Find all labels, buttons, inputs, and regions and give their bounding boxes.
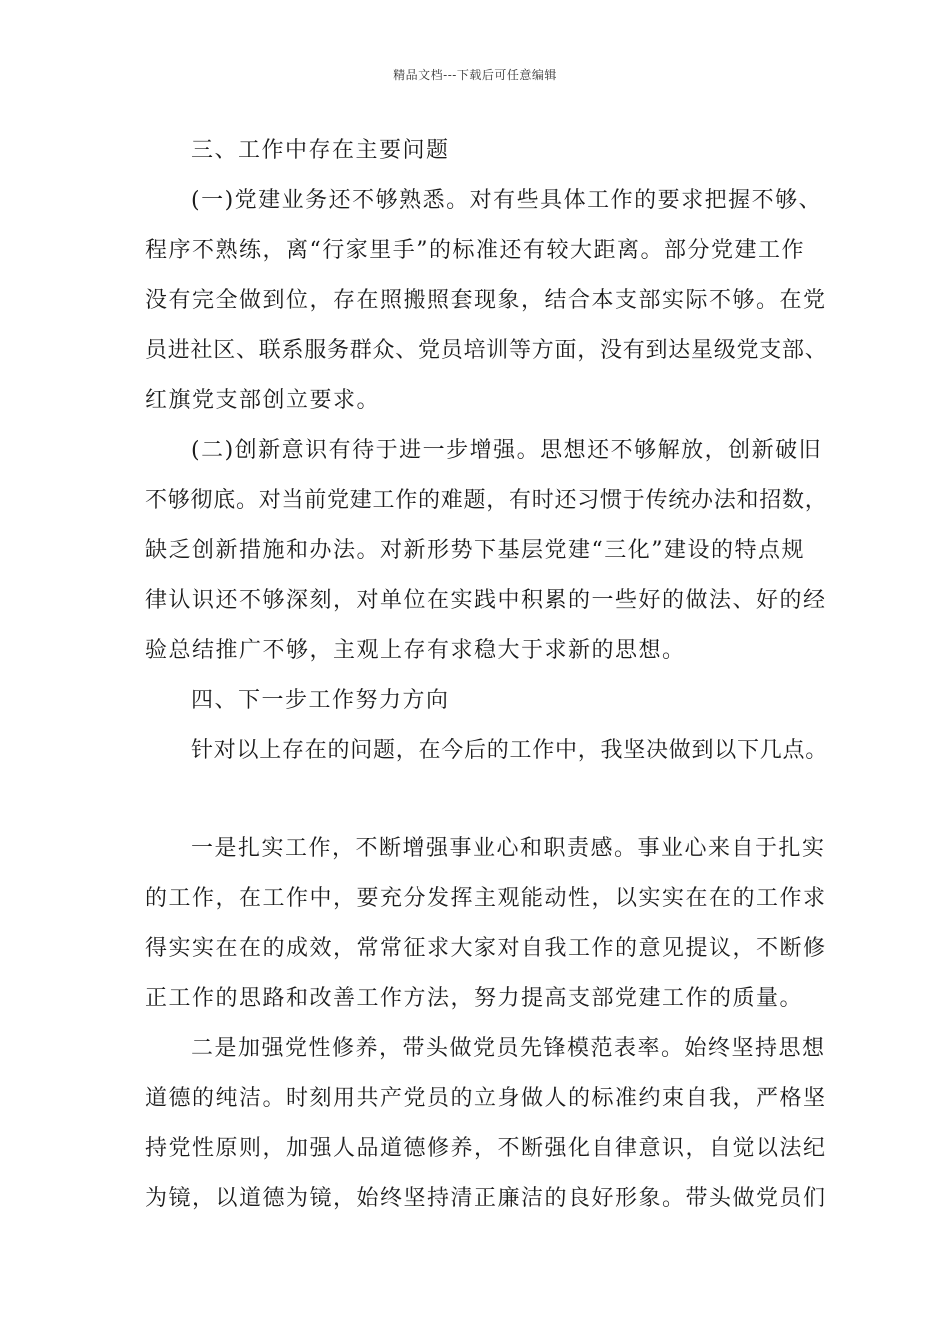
page-header: 精品文档---下载后可任意编辑 — [393, 68, 557, 82]
paragraph-line: 律认识还不够深刻，对单位在实践中积累的一些好的做法、好的经 — [145, 588, 827, 613]
paragraph-line: 二是加强党性修养，带头做党员先锋模范表率。始终坚持思想 — [191, 1036, 826, 1061]
paragraph-line: (二)创新意识有待于进一步增强。思想还不够解放，创新破旧 — [191, 438, 823, 463]
paragraph-line: (一)党建业务还不够熟悉。对有些具体工作的要求把握不够、 — [191, 188, 823, 213]
paragraph-line: 不够彻底。对当前党建工作的难题，有时还习惯于传统办法和招数， — [145, 488, 828, 513]
paragraph-line: 没有完全做到位，存在照搬照套现象，结合本支部实际不够。在党 — [145, 288, 827, 313]
paragraph-line: 缺乏创新措施和办法。对新形势下基层党建“三化”建设的特点规 — [145, 538, 805, 563]
paragraph-line: 员进社区、联系服务群众、党员培训等方面，没有到达星级党支部、 — [145, 338, 828, 363]
section-heading-4: 四、下一步工作努力方向 — [191, 688, 450, 713]
paragraph-line: 一是扎实工作，不断增强事业心和职责感。事业心来自于扎实 — [191, 836, 826, 861]
paragraph-line: 为镜，以道德为镜，始终坚持清正廉洁的良好形象。带头做党员们 — [145, 1186, 827, 1211]
paragraph-line: 验总结推广不够，主观上存有求稳大于求新的思想。 — [145, 638, 686, 663]
section-heading-3: 三、工作中存在主要问题 — [191, 138, 450, 163]
paragraph-line: 的工作，在工作中，要充分发挥主观能动性，以实实在在的工作求 — [145, 886, 827, 911]
paragraph-line: 针对以上存在的问题，在今后的工作中，我坚决做到以下几点。 — [191, 738, 829, 763]
paragraph-line: 道德的纯洁。时刻用共产党员的立身做人的标准约束自我，严格坚 — [145, 1086, 827, 1111]
paragraph-line: 正工作的思路和改善工作方法，努力提高支部党建工作的质量。 — [145, 986, 804, 1011]
paragraph-line: 红旗党支部创立要求。 — [145, 388, 381, 413]
paragraph-line: 持党性原则，加强人品道德修养，不断强化自律意识，自觉以法纪 — [145, 1136, 827, 1161]
paragraph-line: 得实实在在的成效，常常征求大家对自我工作的意见提议，不断修 — [145, 936, 827, 961]
paragraph-line: 程序不熟练，离“行家里手”的标准还有较大距离。部分党建工作 — [145, 238, 805, 263]
